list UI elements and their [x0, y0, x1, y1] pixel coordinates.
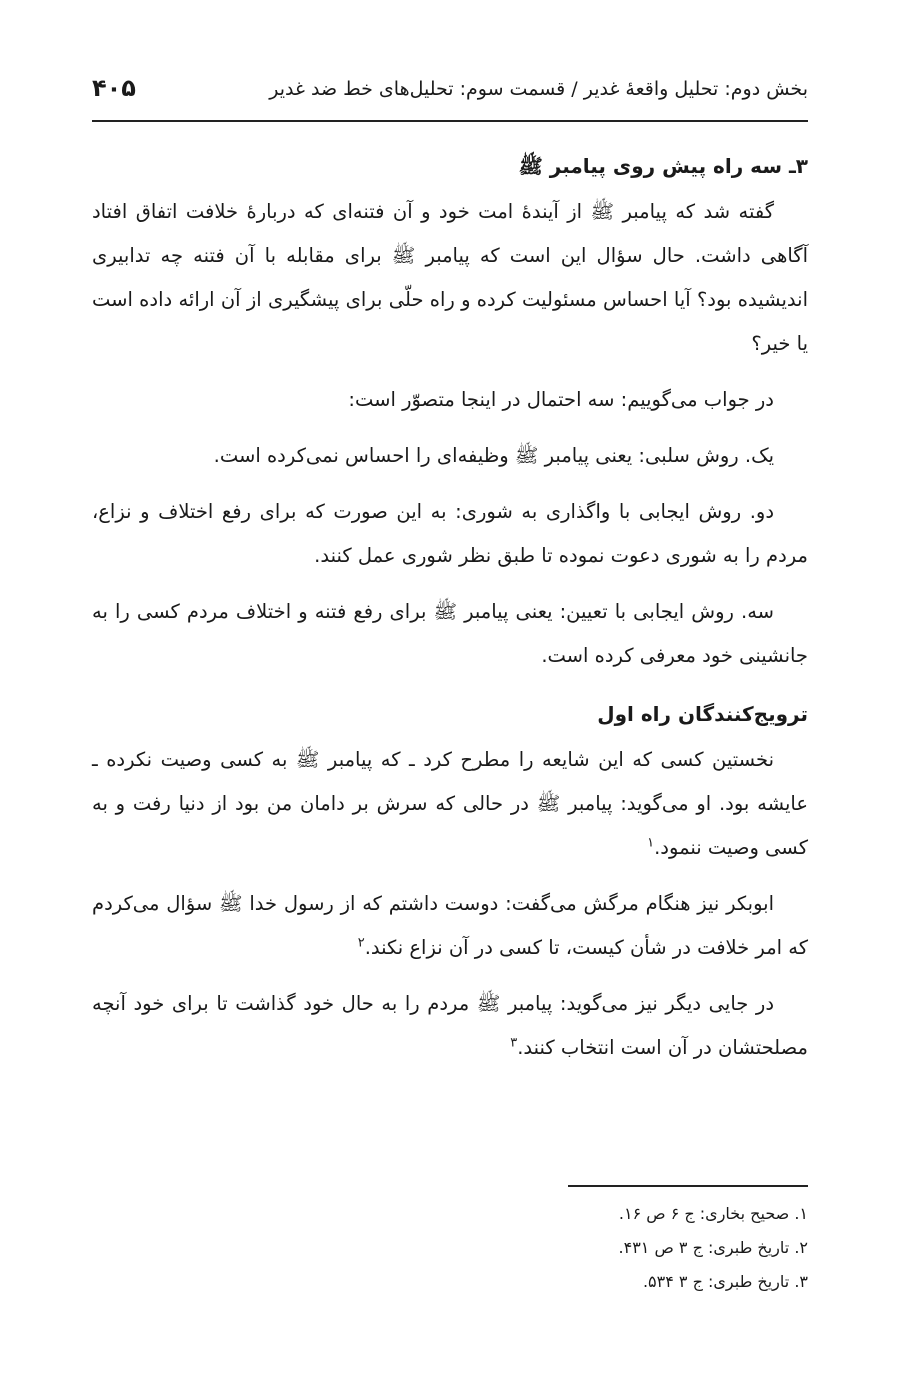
footnote-ref[interactable]: ۳ — [510, 1035, 518, 1051]
paragraph: در جواب می‌گوییم: سه احتمال در اینجا متصوّر است: — [348, 388, 774, 411]
paragraph: دو. روش ایجابی با واگذاری به شوری: به این صورت که برای رفع اختلاف و نزاع، مردم را به شوری دعوت نموده تا طبق نظر شوری عمل کنند. — [92, 500, 808, 567]
paragraph: گفته شد که پیامبر ﷺ از آیندهٔ امت خود و آن فتنه‌ای که دربارهٔ خلافت اتفاق افتاد آگاهی داشت. حال سؤال این است که پیامبر ﷺ برای مقابله با آن فتنه چه تدابیری اندیشیده بود؟ آیا احساس مسئولیت کرده و راه حلّی برای پیشگیری از آن ارائه داده است یا خیر؟ — [92, 200, 808, 355]
footnote-ref[interactable]: ۲ — [357, 935, 365, 951]
footnote: ۱. صحیح بخاری: ج ۶ ص ۱۶. — [618, 1204, 808, 1223]
footnote-ref[interactable]: ۱ — [647, 835, 655, 851]
page-header — [92, 70, 808, 122]
footnotes — [92, 1185, 808, 1299]
section-heading: ۳ـ سه راه پیش روی پیامبر ﷺ — [518, 154, 808, 178]
section-heading: ترویج‌کنندگان راه اول — [597, 702, 808, 726]
footnote: ۲. تاریخ طبری: ج ۳ ص ۴۳۱. — [618, 1238, 808, 1257]
footnote-list — [92, 1197, 808, 1299]
paragraph-text: نخستین کسی که این شایعه را مطرح کرد ـ که پیامبر ﷺ به کسی وصیت نکرده ـ عایشه بود. او می‌گوید: پیامبر ﷺ در حالی که سرش بر دامان من بود از دنیا رفت و به کسی وصیت ننمود. — [92, 748, 808, 859]
paragraph: یک. روش سلبی: یعنی پیامبر ﷺ وظیفه‌ای را احساس نمی‌کرده است. — [213, 444, 774, 467]
page-number: ۴۰۵ — [92, 74, 136, 102]
paragraph-text: ابوبکر نیز هنگام مرگش می‌گفت: دوست داشتم که از رسول خدا ﷺ سؤال می‌کردم که امر خلافت در شأن کیست، تا کسی در آن نزاع نکند. — [92, 892, 808, 959]
paragraph — [92, 982, 808, 1070]
paragraph: سه. روش ایجابی با تعیین: یعنی پیامبر ﷺ برای رفع فتنه و اختلاف مردم کسی را به جانشینی خود معرفی کرده است. — [92, 600, 808, 667]
footnote: ۳. تاریخ طبری: ج ۳ ۵۳۴. — [642, 1272, 808, 1291]
paragraph — [92, 882, 808, 970]
paragraph — [92, 738, 808, 870]
paragraph-text: در جایی دیگر نیز می‌گوید: پیامبر ﷺ مردم را به حال خود گذاشت تا برای خود آنچه مصلحتشان در آن است انتخاب کنند. — [92, 992, 808, 1059]
main-text — [92, 144, 808, 1070]
running-title: بخش دوم: تحلیل واقعهٔ غدیر / قسمت سوم: تحلیل‌های خط ضد غدیر — [269, 78, 808, 100]
footnote-divider — [568, 1185, 808, 1187]
